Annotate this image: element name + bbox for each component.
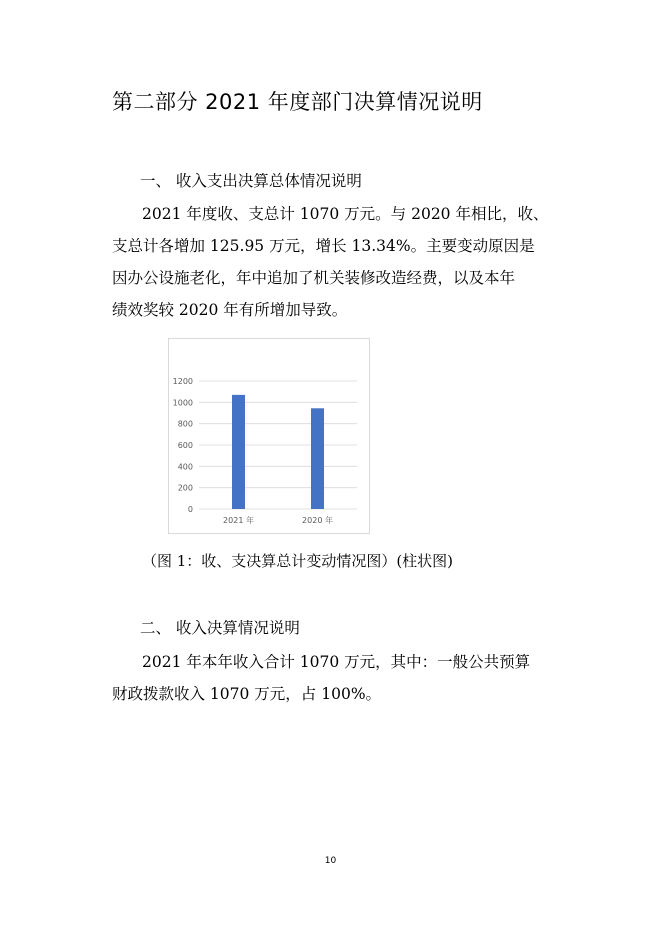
bar-1 [311,408,324,509]
section-heading-1: 一、 收入支出决算总体情况说明 [140,172,362,190]
y-tick-label: 1000 [172,398,193,408]
paragraph-line: 2021 年本年收入合计 1070 万元，其中：一般公共预算 [142,653,531,671]
bar-0 [232,395,245,509]
bar-chart [168,338,370,534]
paragraph-line: 支总计各增加 125.95 万元，增长 13.34%。主要变动原因是 [112,237,535,255]
x-category-label: 2020 年 [302,516,333,525]
page-number: 10 [324,856,337,866]
y-tick-label: 400 [177,462,193,472]
paragraph-line: 2021 年度收、支总计 1070 万元。与 2020 年相比，收、 [142,205,549,223]
chart-canvas [169,339,371,535]
y-tick-label: 0 [187,505,193,514]
y-tick-label: 800 [177,419,193,429]
figure-caption: （图 1：收、支决算总计变动情况图）(柱状图) [142,552,454,570]
x-category-label: 2021 年 [223,516,254,525]
y-tick-label: 200 [177,483,193,493]
section-heading-2: 二、 收入决算情况说明 [140,619,300,637]
y-tick-label: 1200 [172,377,193,386]
paragraph-line: 绩效奖较 2020 年有所增加导致。 [112,301,348,319]
paragraph-line: 因办公设施老化，年中追加了机关装修改造经费，以及本年 [112,269,516,287]
y-tick-label: 600 [177,441,193,450]
paragraph-line: 财政拨款收入 1070 万元，占 100%。 [112,685,382,703]
page-title: 第二部分 2021 年度部门决算情况说明 [112,90,483,114]
